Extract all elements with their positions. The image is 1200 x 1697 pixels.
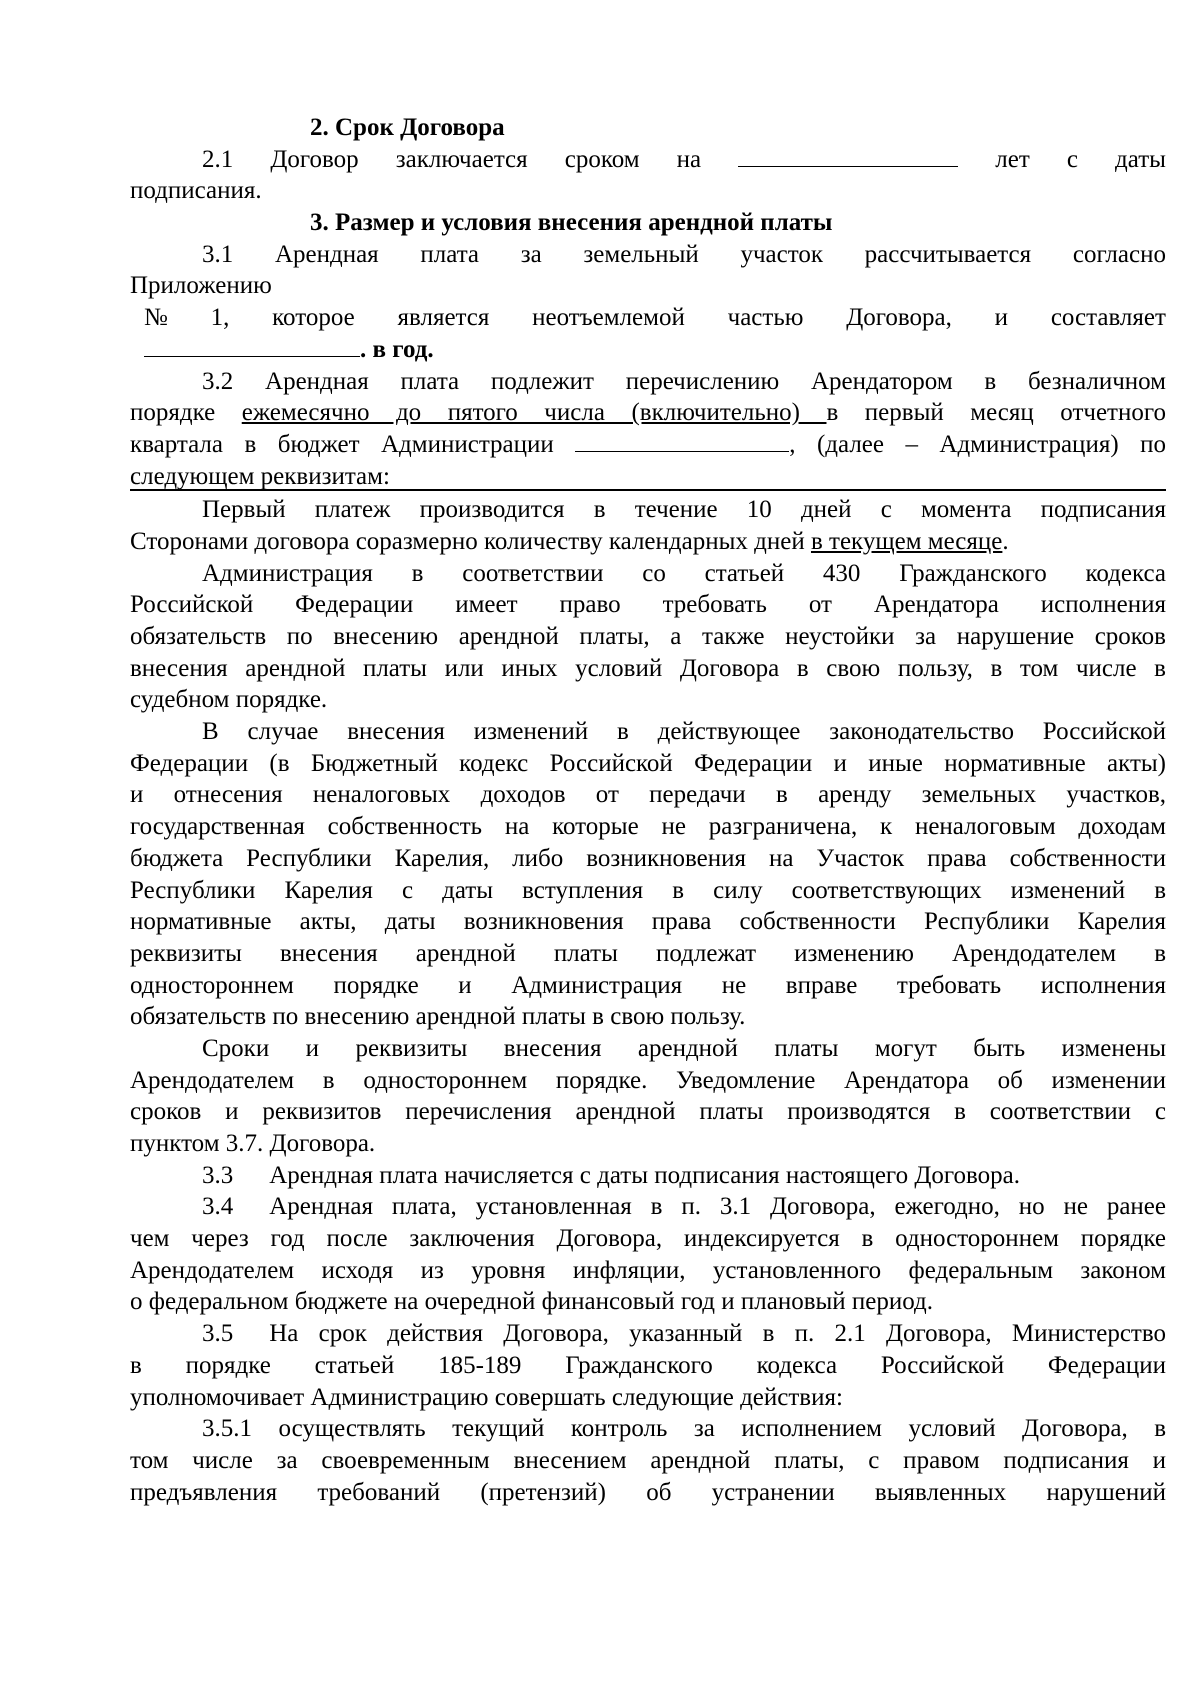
terms-line-4: пунктом 3.7. Договора.: [130, 1130, 376, 1157]
change-line-6: Республики Карелия с даты вступления в силу соответствующих изменений в: [130, 876, 1166, 904]
clause-3-4-line-4: о федеральном бюджете на очередной финансовый год и плановый период.: [130, 1288, 934, 1316]
clause-3-5-1-line-3: предъявления требований (претензий) об устранении выявленных нарушений: [130, 1478, 1166, 1506]
admin-line-1: Администрация в соответствии со статьей 430 Гражданского кодекса: [202, 559, 1166, 587]
clause-3-1-line-3: № 1, которое является неотъемлемой частью Договора, и составляет: [144, 304, 1166, 332]
clause-3-4-line-1: 3.4 Арендная плата, установленная в п. 3.1 Договора, ежегодно, но не ранее: [202, 1193, 1166, 1221]
clause-3-3-line-1: 3.3 Арендная плата начисляется с даты подписания настоящего Договора.: [202, 1161, 1020, 1189]
rent-amount-blank-field: [144, 334, 360, 357]
change-line-8: реквизиты внесения арендной платы подлежат изменению Арендодателем в: [130, 939, 1166, 967]
admin-line-4: внесения арендной платы или иных условий Договора в свою пользу, в том числе в: [130, 654, 1166, 682]
change-line-1: В случае внесения изменений в действующее законодательство Российской: [202, 718, 1166, 746]
terms-line-3: сроков и реквизитов перечисления арендной платы производятся в соответствии с: [130, 1098, 1166, 1126]
clause-3-2-line-2: порядке ежемесячно до пятого числа (включительно) в первый месяц отчетного: [130, 399, 1166, 427]
change-line-3: и отнесения неналоговых доходов от передачи в аренду земельных участков,: [130, 781, 1166, 809]
clause-2-1-number: 2.1: [202, 145, 234, 173]
term-blank-field: [738, 144, 958, 167]
clause-3-3-number: 3.3: [202, 1161, 234, 1189]
clause-3-4-number: 3.4: [202, 1193, 234, 1221]
clause-2-1-line-2: подписания.: [130, 177, 262, 205]
change-line-2: Федерации (в Бюджетный кодекс Российской Федерации и иные нормативные акты): [130, 749, 1166, 777]
change-line-5: бюджета Республики Карелия, либо возникновения на Участок права собственности: [130, 844, 1166, 872]
section-2-heading: 2. Срок Договора: [310, 114, 505, 141]
first-payment-line-1: Первый платеж производится в течение 10 дней с момента подписания: [202, 496, 1166, 524]
clause-3-2-line-3: квартала в бюджет Администрации , (далее – Администрация) по: [130, 430, 1166, 458]
clause-3-1-line-4: . в год.: [130, 334, 1166, 366]
clause-3-5-number: 3.5: [202, 1320, 234, 1348]
first-payment-line-2: Сторонами договора соразмерно количеству календарных дней в текущем месяце.: [130, 527, 1009, 555]
terms-line-1: Сроки и реквизиты внесения арендной платы могут быть изменены: [202, 1034, 1166, 1062]
admin-line-2: Российской Федерации имеет право требовать от Арендатора исполнения: [130, 591, 1166, 619]
change-line-10: обязательств по внесению арендной платы в свою пользу.: [130, 1003, 746, 1031]
clause-3-2-line-4: следующем реквизитам:: [130, 462, 390, 490]
change-line-9: одностороннем порядке и Администрация не вправе требовать исполнения: [130, 971, 1166, 999]
section-3-heading: 3. Размер и условия внесения арендной платы: [310, 209, 833, 237]
clause-3-5-1-line-2: том числе за своевременным внесением арендной платы, с правом подписания и: [130, 1446, 1166, 1474]
terms-line-2: Арендодателем в одностороннем порядке. Уведомление Арендатора об изменении: [130, 1066, 1166, 1094]
document-page: [130, 112, 1166, 1508]
budget-blank-field: [575, 429, 789, 452]
clause-3-4-line-3: Арендодателем исходя из уровня инфляции, установленного федеральным законом: [130, 1256, 1166, 1284]
clause-3-5-line-3: уполномочивает Администрацию совершать следующие действия:: [130, 1383, 843, 1411]
clause-3-5-1-line-1: 3.5.1 осуществлять текущий контроль за исполнением условий Договора, в: [202, 1415, 1166, 1443]
admin-line-5: судебном порядке.: [130, 686, 328, 714]
clause-3-1-line-1: 3.1 Арендная плата за земельный участок рассчитывается согласно: [130, 239, 1166, 271]
clause-3-1-number: 3.1: [202, 240, 234, 268]
change-line-4: государственная собственность на которые не разграничена, к неналоговым доходам: [130, 813, 1166, 841]
clause-3-2-line-1: 3.2 Арендная плата подлежит перечислению Арендатором в безналичном: [202, 367, 1166, 395]
clause-2-1-line-1: 2.1 Договор заключается сроком на лет с даты: [130, 144, 1166, 176]
admin-line-3: обязательств по внесению арендной платы, а также неустойки за нарушение сроков: [130, 623, 1166, 650]
clause-3-4-line-2: чем через год после заключения Договора, индексируется в одностороннем порядке: [130, 1225, 1166, 1253]
clause-3-5-line-1: 3.5 На срок действия Договора, указанный в п. 2.1 Договора, Министерство: [202, 1320, 1166, 1348]
change-line-7: нормативные акты, даты возникновения права собственности Республики Карелия: [130, 908, 1166, 936]
requisites-rule: [130, 489, 1166, 491]
clause-3-1-line-2: Приложению: [130, 272, 272, 300]
clause-3-5-line-2: в порядке статьей 185-189 Гражданского кодекса Российской Федерации: [130, 1351, 1166, 1379]
